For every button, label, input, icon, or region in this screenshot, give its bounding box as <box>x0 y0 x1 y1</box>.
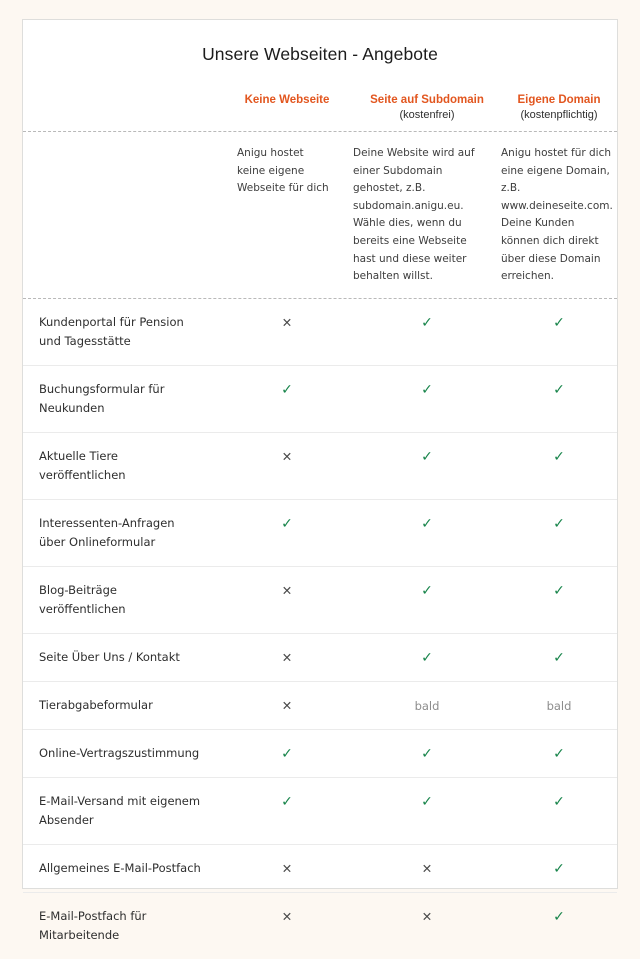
feature-cell <box>353 893 501 959</box>
cross-icon: ✕ <box>281 860 293 876</box>
feature-label: E-Mail-Versand mit eigenem Absender <box>39 793 201 827</box>
column-header-title: Eigene Domain <box>517 94 601 106</box>
check-icon: ✓ <box>553 448 565 465</box>
feature-cell <box>221 500 353 566</box>
cross-icon: ✕ <box>421 908 433 924</box>
cross-icon: ✕ <box>281 697 293 713</box>
cross-icon: ✕ <box>281 582 293 598</box>
check-icon: ✓ <box>281 515 293 532</box>
feature-cell <box>353 845 501 892</box>
check-icon: ✓ <box>421 381 433 398</box>
feature-cell <box>353 500 501 566</box>
feature-cell <box>501 778 617 844</box>
check-icon: ✓ <box>553 381 565 398</box>
check-icon: ✓ <box>553 582 565 599</box>
feature-cell <box>501 682 617 729</box>
feature-cell <box>501 845 617 892</box>
column-description-seite-auf-subdomain: Deine Website wird auf einer Subdomain gehostet, z.B. subdomain.anigu.eu. Wähle dies, wenn du bereits eine Webseite hast und diese weiter behalten willst. <box>353 147 475 283</box>
feature-row <box>23 777 617 844</box>
feature-label: Aktuelle Tiere veröffentlichen <box>39 448 126 482</box>
column-header-title: Seite auf Subdomain <box>370 94 484 106</box>
cross-icon: ✕ <box>281 908 293 924</box>
check-icon: ✓ <box>281 745 293 762</box>
coming-soon-label: bald <box>546 698 572 713</box>
feature-cell <box>221 567 353 633</box>
feature-cell <box>501 366 617 432</box>
feature-cell <box>221 634 353 681</box>
feature-cell <box>501 433 617 499</box>
feature-row <box>23 566 617 633</box>
feature-cell <box>221 893 353 959</box>
column-description-eigene-domain: Anigu hostet für dich eine eigene Domain, z.B. www.deineseite.com. Deine Kunden können dich direkt über diese Domain erreichen. <box>501 147 613 283</box>
feature-row <box>23 432 617 499</box>
feature-label: Buchungsformular für Neukunden <box>39 381 165 415</box>
feature-label: Seite Über Uns / Kontakt <box>39 649 180 664</box>
check-icon: ✓ <box>421 582 433 599</box>
feature-label: Allgemeines E-Mail-Postfach <box>39 860 201 875</box>
feature-row <box>23 633 617 681</box>
column-header-subtitle: (kostenfrei) <box>399 109 455 121</box>
cross-icon: ✕ <box>281 448 293 464</box>
feature-cell <box>501 500 617 566</box>
feature-row <box>23 499 617 566</box>
feature-cell <box>501 893 617 959</box>
feature-cell <box>221 433 353 499</box>
feature-rows <box>23 299 617 959</box>
feature-cell <box>353 730 501 777</box>
check-icon: ✓ <box>553 649 565 666</box>
feature-row <box>23 892 617 959</box>
check-icon: ✓ <box>421 793 433 810</box>
column-descriptions-row <box>23 132 617 298</box>
cross-icon: ✕ <box>281 649 293 665</box>
coming-soon-label: bald <box>414 698 440 713</box>
feature-cell <box>353 778 501 844</box>
feature-label: Interessenten-Anfragen über Onlineformular <box>39 515 175 549</box>
feature-cell <box>221 299 353 365</box>
feature-cell <box>353 366 501 432</box>
feature-cell <box>221 682 353 729</box>
column-header-subtitle: (kostenpflichtig) <box>520 109 598 121</box>
column-header-keine-webseite <box>221 93 353 122</box>
check-icon: ✓ <box>553 793 565 810</box>
feature-cell <box>353 567 501 633</box>
feature-label: Kundenportal für Pension und Tagesstätte <box>39 314 184 348</box>
column-header-seite-auf-subdomain <box>353 93 501 122</box>
check-icon: ✓ <box>553 860 565 877</box>
feature-cell <box>353 634 501 681</box>
feature-cell <box>501 299 617 365</box>
check-icon: ✓ <box>281 381 293 398</box>
cross-icon: ✕ <box>281 314 293 330</box>
feature-cell <box>501 730 617 777</box>
check-icon: ✓ <box>553 745 565 762</box>
feature-label: Blog-Beiträge veröffentlichen <box>39 582 126 616</box>
check-icon: ✓ <box>421 314 433 331</box>
feature-row <box>23 299 617 365</box>
feature-label: E-Mail-Postfach für Mitarbeitende <box>39 908 147 942</box>
check-icon: ✓ <box>553 515 565 532</box>
check-icon: ✓ <box>421 448 433 465</box>
column-header-eigene-domain <box>501 93 617 122</box>
feature-cell <box>221 845 353 892</box>
column-header-title: Keine Webseite <box>244 94 330 106</box>
check-icon: ✓ <box>421 649 433 666</box>
feature-row <box>23 844 617 892</box>
feature-row <box>23 729 617 777</box>
feature-row <box>23 681 617 729</box>
feature-cell <box>501 567 617 633</box>
page-title: Unsere Webseiten - Angebote <box>202 44 438 64</box>
check-icon: ✓ <box>421 745 433 762</box>
feature-cell <box>353 299 501 365</box>
cross-icon: ✕ <box>421 860 433 876</box>
offers-comparison-card <box>22 19 618 942</box>
feature-row <box>23 365 617 432</box>
check-icon: ✓ <box>553 908 565 925</box>
check-icon: ✓ <box>281 793 293 810</box>
feature-cell <box>501 634 617 681</box>
feature-label: Online-Vertragszustimmung <box>39 745 200 760</box>
feature-cell <box>353 682 501 729</box>
column-description-keine-webseite: Anigu hostet keine eigene Webseite für dich <box>237 147 329 195</box>
check-icon: ✓ <box>421 515 433 532</box>
description-spacer-cell <box>23 145 221 286</box>
column-headers-row <box>23 93 617 131</box>
header-spacer-cell <box>23 93 221 122</box>
check-icon: ✓ <box>553 314 565 331</box>
feature-label: Tierabgabeformular <box>39 697 153 712</box>
feature-cell <box>353 433 501 499</box>
feature-cell <box>221 366 353 432</box>
feature-cell <box>221 730 353 777</box>
feature-cell <box>221 778 353 844</box>
